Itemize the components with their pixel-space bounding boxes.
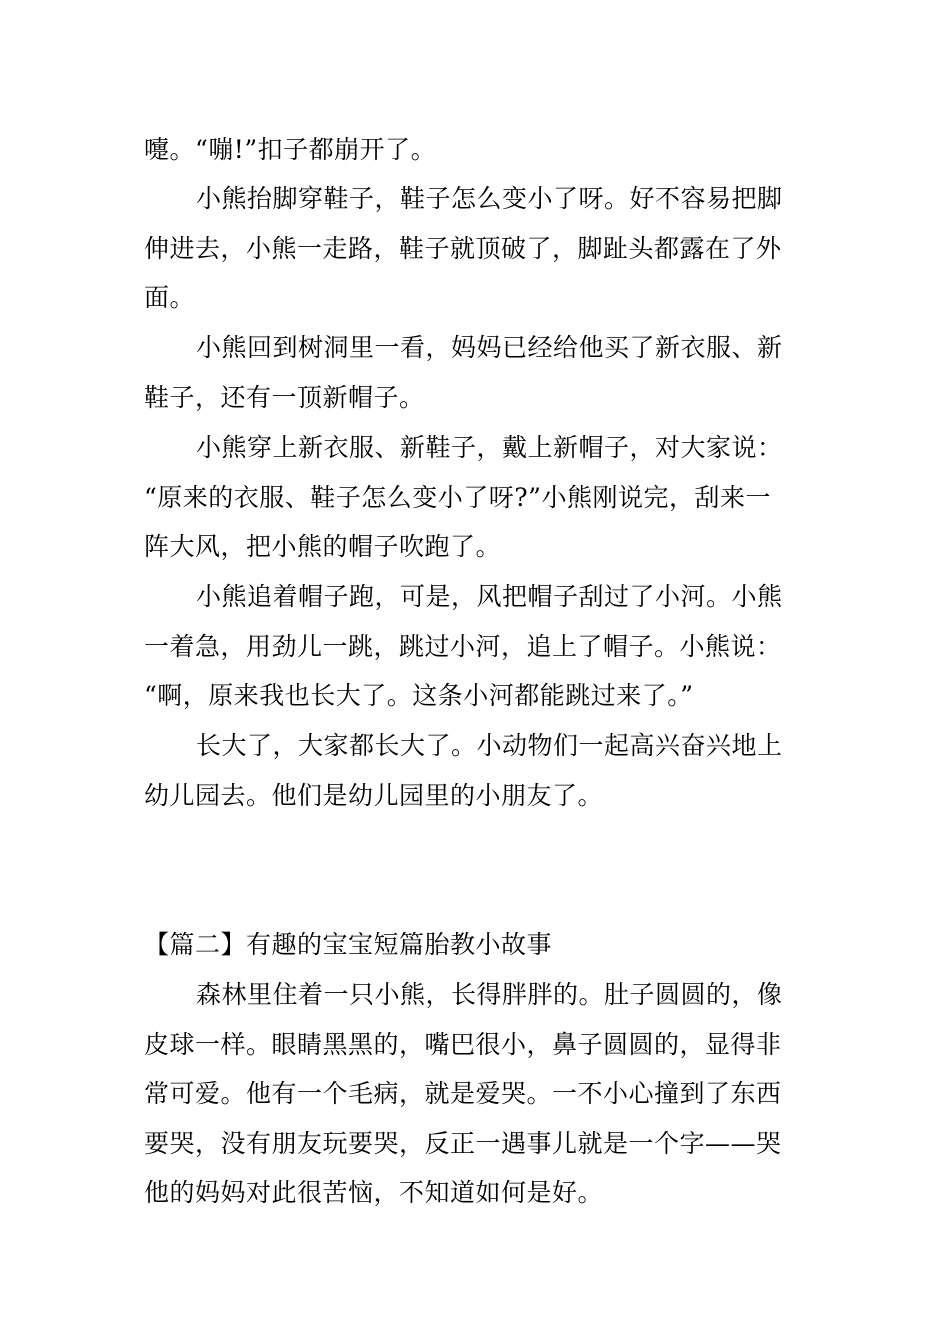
- text-line-9: 阵大风，把小熊的帽子吹跑了。: [144, 532, 502, 561]
- text-line-14: 幼儿园去。他们是幼儿园里的小朋友了。: [144, 781, 604, 810]
- text-line-3: 伸进去，小熊一走路，鞋子就顶破了，脚趾头都露在了外: [144, 234, 782, 263]
- text-line-13: 长大了，大家都长大了。小动物们一起高兴奋兴地上: [196, 731, 783, 760]
- text-line-20: 他的妈妈对此很苦恼，不知道如何是好。: [144, 1178, 604, 1207]
- text-line-17: 皮球一样。眼睛黑黑的，嘴巴很小，鼻子圆圆的，显得非: [144, 1030, 782, 1059]
- text-line-18: 常可爱。他有一个毛病，就是爱哭。一不小心撞到了东西: [144, 1079, 782, 1108]
- text-line-1: 嚏。“嘣!”扣子都崩开了。: [144, 135, 437, 164]
- text-line-6: 鞋子，还有一顶新帽子。: [144, 383, 425, 412]
- text-line-8: “原来的衣服、鞋子怎么变小了呀?”小熊刚说完，刮来一: [144, 483, 771, 512]
- text-line-16: 森林里住着一只小熊，长得胖胖的。肚子圆圆的，像: [196, 980, 783, 1009]
- text-line-11: 一着急，用劲儿一跳，跳过小河，追上了帽子。小熊说：: [144, 632, 782, 661]
- text-line-4: 面。: [144, 283, 196, 312]
- text-line-7: 小熊穿上新衣服、新鞋子，戴上新帽子，对大家说：: [196, 433, 783, 462]
- section-heading: 【篇二】有趣的宝宝短篇胎教小故事: [144, 930, 553, 959]
- text-line-5: 小熊回到树洞里一看，妈妈已经给他买了新衣服、新: [196, 333, 783, 362]
- text-line-2: 小熊抬脚穿鞋子，鞋子怎么变小了呀。好不容易把脚: [196, 184, 783, 213]
- text-line-19: 要哭，没有朋友玩要哭，反正一遇事儿就是一个字——哭: [144, 1129, 782, 1158]
- text-line-12: “啊，原来我也长大了。这条小河都能跳过来了。”: [144, 681, 694, 710]
- text-line-10: 小熊追着帽子跑，可是，风把帽子刮过了小河。小熊: [196, 582, 783, 611]
